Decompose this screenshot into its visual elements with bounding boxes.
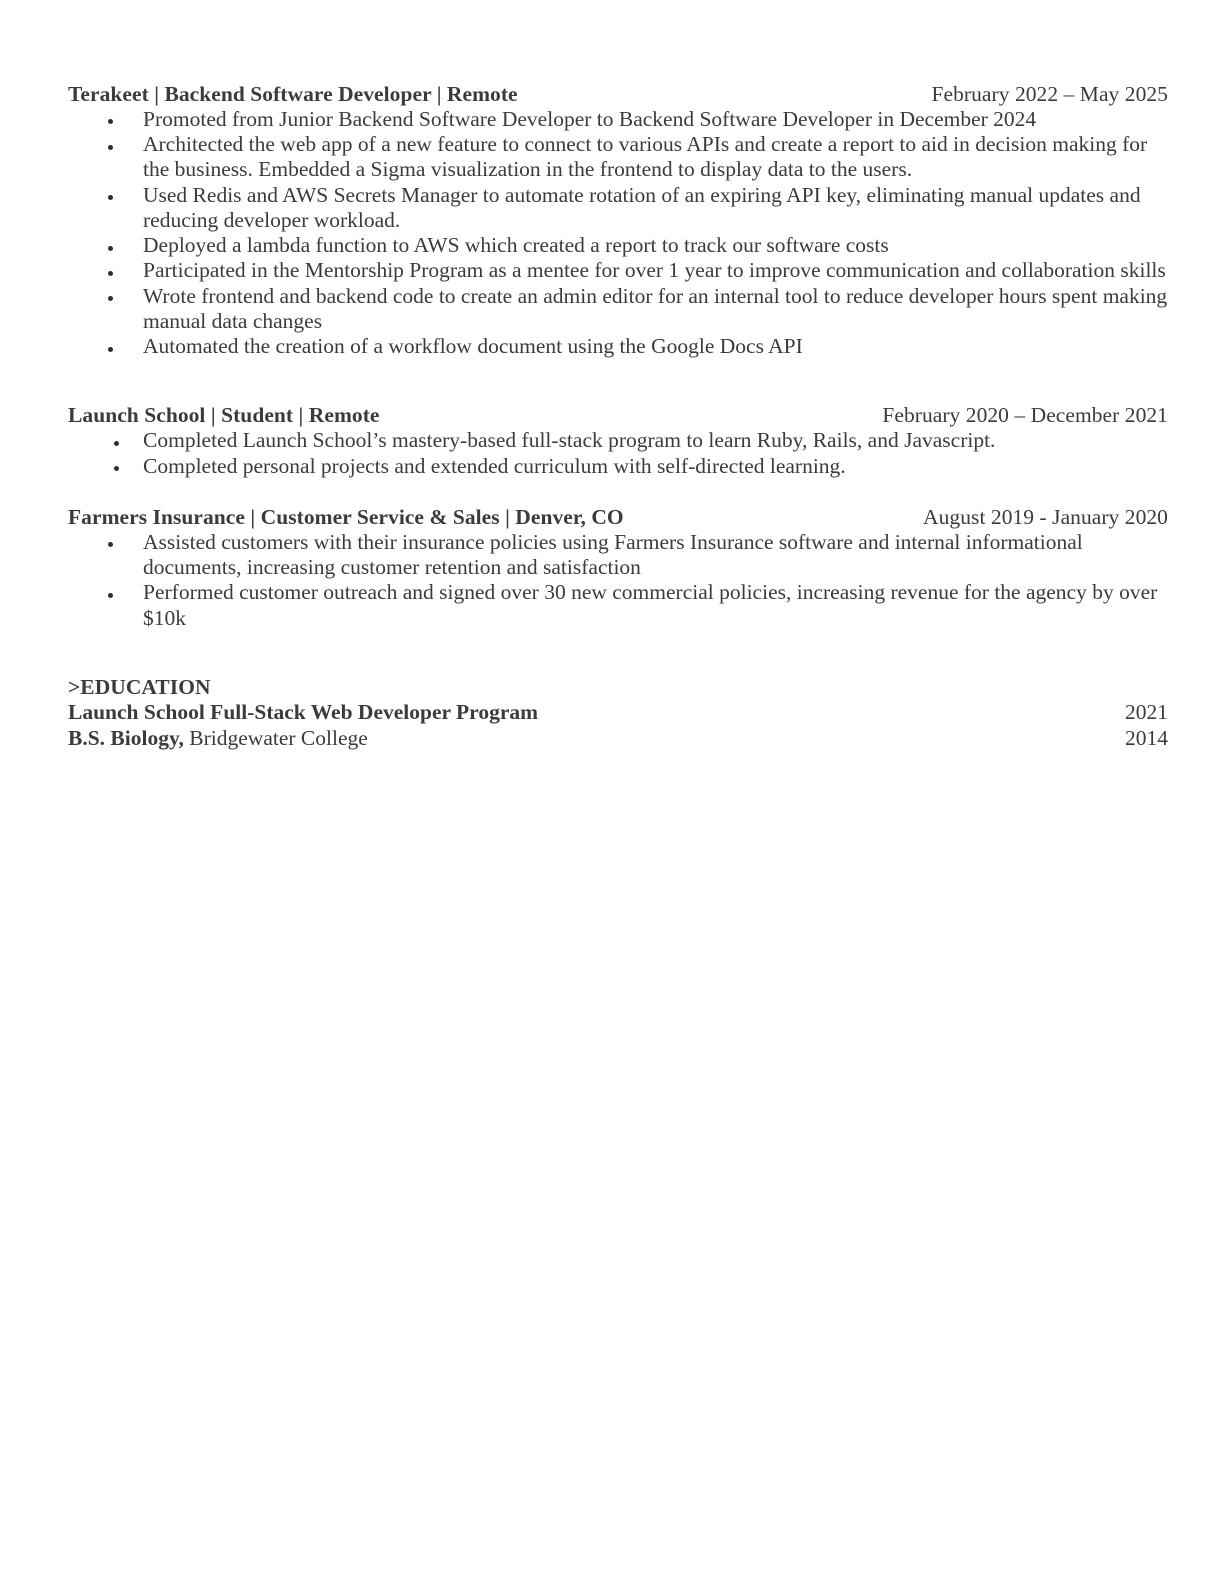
entry-title: Launch School | Student | Remote [68, 403, 380, 428]
education-name-bold: Launch School Full-Stack Web Developer Program [68, 699, 539, 724]
list-item: Used Redis and AWS Secrets Manager to automate rotation of an expiring API key, eliminating manual updates and reducing developer workload. [68, 183, 1168, 234]
section-spacer [68, 631, 1168, 675]
entry-title: Terakeet | Backend Software Developer | Remote [68, 82, 518, 106]
section-spacer [68, 479, 1168, 505]
list-item: Wrote frontend and backend code to create an admin editor for an internal tool to reduce developer hours spent making manual data changes [68, 284, 1168, 335]
education-year: 2021 [1125, 699, 1168, 724]
list-item: Completed personal projects and extended curriculum with self-directed learning. [68, 454, 1168, 479]
list-item: Participated in the Mentorship Program as a mentee for over 1 year to improve communication and collaboration skills [68, 258, 1168, 283]
list-item: Deployed a lambda function to AWS which created a report to track our software costs [68, 233, 1168, 258]
entry-header [68, 82, 1168, 107]
education-section [68, 675, 1168, 752]
education-name-bold: B.S. Biology, [68, 725, 184, 750]
experience-entry-launch-school [68, 403, 1168, 478]
experience-entry-farmers-insurance [68, 505, 1168, 631]
list-item: Promoted from Junior Backend Software Developer to Backend Software Developer in December 2024 [68, 107, 1168, 132]
bullet-list [68, 428, 1168, 479]
list-item: Assisted customers with their insurance policies using Farmers Insurance software and internal informational documents, increasing customer retention and satisfaction [68, 530, 1168, 581]
education-year: 2014 [1125, 725, 1168, 750]
list-item: Architected the web app of a new feature to connect to various APIs and create a report to aid in decision making for the business. Embedded a Sigma visualization in the frontend to display data to the users. [68, 132, 1168, 183]
experience-entry-terakeet [68, 82, 1168, 359]
education-program-name [68, 726, 368, 752]
bullet-list [68, 530, 1168, 631]
list-item: Automated the creation of a workflow document using the Google Docs API [68, 334, 1168, 359]
education-entry [68, 726, 1168, 752]
education-name-regular: Bridgewater College [183, 725, 368, 750]
section-spacer [68, 359, 1168, 403]
bullet-list [68, 107, 1168, 360]
entry-header [68, 505, 1168, 530]
entry-date: February 2020 – December 2021 [882, 403, 1168, 428]
entry-date: August 2019 - January 2020 [923, 504, 1168, 529]
section-heading-education: >EDUCATION [68, 674, 211, 699]
education-entry [68, 700, 1168, 726]
entry-date: February 2022 – May 2025 [931, 82, 1168, 106]
entry-title: Farmers Insurance | Customer Service & Sales | Denver, CO [68, 504, 624, 529]
entry-header [68, 403, 1168, 428]
education-program-name [68, 700, 538, 726]
list-item: Completed Launch School’s mastery-based full-stack program to learn Ruby, Rails, and Javascript. [68, 428, 1168, 453]
list-item: Performed customer outreach and signed over 30 new commercial policies, increasing revenue for the agency by over $10k [68, 580, 1168, 631]
